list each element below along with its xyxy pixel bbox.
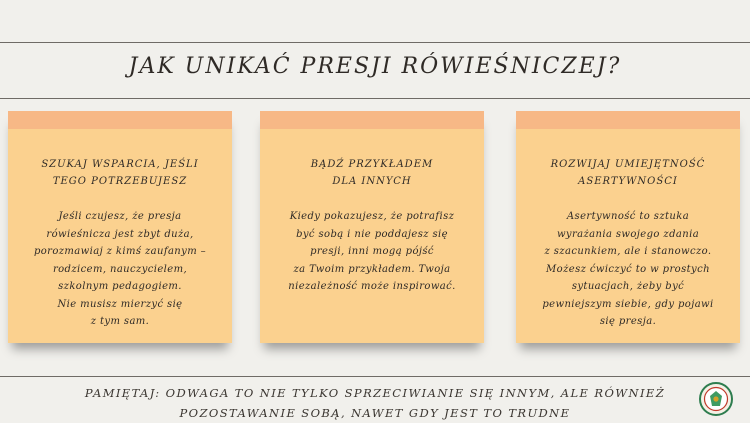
- note-text: Jeśli czujesz, że presja rówieśnicza jest zbyt duża, porozmawiaj z kimś zaufanym – rodzicem, nauczycielem, szkolnym pedagogiem. Nie musisz mierzyć się z tym sam.: [33, 211, 207, 327]
- title-divider: [0, 98, 750, 99]
- footer-divider: [0, 376, 750, 377]
- sticky-note-example: [260, 111, 484, 343]
- sticky-note-support: [8, 111, 232, 343]
- top-divider: [0, 42, 750, 43]
- note-heading: SZUKAJ WSPARCIA, JEŚLI TEGO POTRZEBUJESZ: [41, 158, 199, 187]
- sticky-note-assertiveness: [516, 111, 740, 343]
- school-emblem-icon: [699, 382, 733, 416]
- note-content: [16, 138, 224, 331]
- note-text: Kiedy pokazujesz, że potrafisz być sobą i nie poddajesz się presji, inni mogą pójść za Twoim przykładem. Twoja niezależność może inspirować.: [288, 211, 456, 292]
- note-content: [524, 138, 732, 331]
- note-text: Asertywność to sztuka wyrażania swojego zdania z szacunkiem, ale i stanowczo. Możesz ćwiczyć to w prostych sytuacjach, żeby być pewniejszym siebie, gdy pojawi się presja.: [542, 211, 714, 327]
- note-heading: ROZWIJAJ UMIEJĘTNOŚĆ ASERTYWNOŚCI: [550, 158, 706, 187]
- note-heading: BĄDŹ PRZYKŁADEM DLA INNYCH: [310, 158, 434, 187]
- note-content: [268, 138, 476, 296]
- footer-reminder: PAMIĘTAJ: ODWAGA TO NIE TYLKO SPRZECIWIANIE SIĘ INNYM, ALE RÓWNIEŻ POZOSTAWANIE SOBĄ, NAWET GDY JEST TO TRUDNE: [84, 386, 666, 420]
- page-title: JAK UNIKAĆ PRESJI RÓWIEŚNICZEJ?: [128, 54, 622, 79]
